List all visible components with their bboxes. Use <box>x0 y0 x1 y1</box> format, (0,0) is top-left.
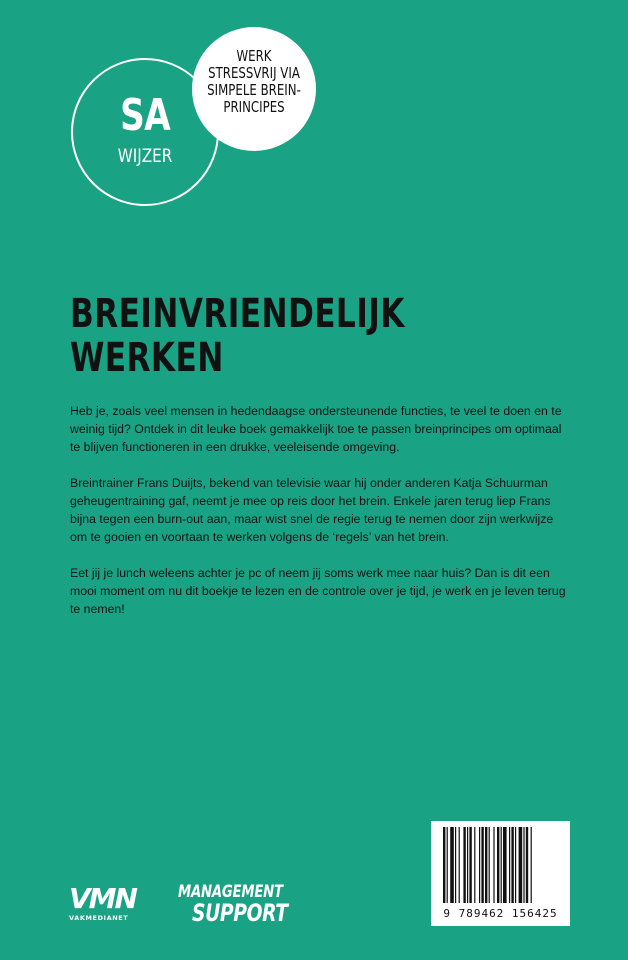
tagline-line: WERK <box>236 47 272 65</box>
book-title <box>70 292 405 380</box>
blurb-paragraph-3: Eet jij je lunch weleens achter je pc of neem jij soms werk mee naar huis? Dan is dit een mooi moment om nu dit boekje te lezen en de controle over je tijd, je werk en je leven terug te nemen! <box>70 566 566 616</box>
logo-sub-text: WIJZER <box>117 145 173 167</box>
tagline-line: PRINCIPES <box>223 98 285 116</box>
tagline-line: SIMPELE BREIN- <box>207 81 301 99</box>
vmn-logo-subtext: VAKMEDIANET <box>69 914 129 922</box>
ms-logo-line-1: MANAGEMENT <box>178 882 283 902</box>
management-support-logo <box>178 883 323 927</box>
tagline-badge <box>192 27 316 151</box>
title-line-1: BREINVRIENDELIJK <box>70 291 405 337</box>
title-line-2: WERKEN <box>70 335 224 381</box>
tagline-line: STRESSVRIJ VIA <box>208 64 300 82</box>
vakmedianet-logo <box>69 882 157 925</box>
ms-logo-line-2: SUPPORT <box>192 899 288 927</box>
isbn-number: 9 789462 156425 <box>443 907 558 920</box>
blurb-paragraph-2: Breintrainer Frans Duijts, bekend van televisie waar hij onder anderen Katja Schuurman geheugentraining gaf, neemt je mee op reis door het brein. Enkele jaren terug liep Frans bijna tegen een burn-out aan, maar wist snel de regie terug te nemen door zijn werkwijze om te gooien en voortaan te werken volgens de ‘regels’ van het brein. <box>70 476 554 544</box>
logo-main-text: SA <box>120 90 170 141</box>
blurb-paragraph-1: Heb je, zoals veel mensen in hedendaagse ondersteunende functies, te veel te doen en te weinig tijd? Ontdek in dit leuke boek gemakkelijk toe te passen breinprincipes om optimaal te blijven functioneren in een drukke, veeleisende omgeving. <box>70 404 562 454</box>
blurb <box>70 402 570 636</box>
isbn-barcode <box>431 821 570 926</box>
barcode-bars <box>443 827 558 903</box>
vmn-logo-mark: VMN <box>69 882 136 915</box>
tagline-text <box>202 48 305 116</box>
